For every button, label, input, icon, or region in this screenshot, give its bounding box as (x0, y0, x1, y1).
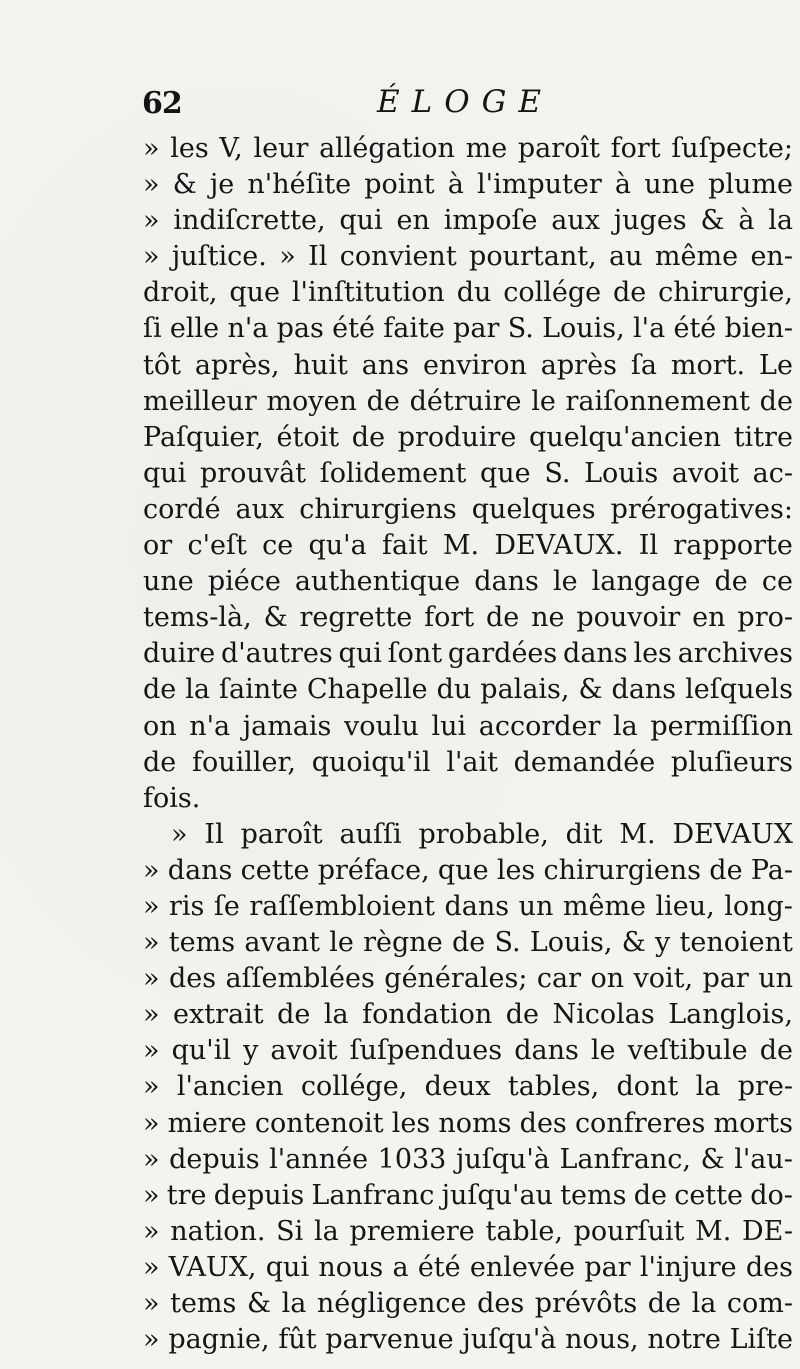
text-line: qui prouvât ſolidement que S. Louis avoit ac- (143, 457, 793, 489)
text-line: » l'ancien collége, deux tables, dont la pre- (143, 1071, 793, 1103)
text-line: de fouiller, quoiqu'il l'ait demandée pluſieurs (143, 746, 793, 778)
text-line: » pagnie, fût parvenue juſqu'à nous, notre Liſte (143, 1324, 793, 1356)
text-line: » nation. Si la premiere table, pourſuit M. DE- (143, 1215, 793, 1247)
page-number: 62 (142, 86, 182, 121)
text-line: » des aſſemblées générales; car on voit, par un (143, 963, 793, 995)
text-line: tôt après, huit ans environ après ſa mort. Le (143, 349, 793, 381)
body-text (143, 131, 793, 1358)
text-line: or c'eſt ce qu'a fait M. DEVAUX. Il rapporte (143, 530, 793, 562)
text-line: » dans cette préface, que les chirurgiens de Pa- (143, 854, 793, 886)
text-line: » qu'il y avoit ſuſpendues dans le veſtibule de (143, 1035, 793, 1067)
text-line: » Il paroît auſſi probable, dit M. DEVAUX (171, 818, 793, 850)
text-line: » tems & la négligence des prévôts de la com- (143, 1288, 793, 1319)
text-line: » tre depuis Lanfranc juſqu'au tems de cette do- (143, 1179, 793, 1211)
text-line: tems-là, & regrette fort de ne pouvoir en pro- (143, 602, 793, 634)
running-head: ÉLOGE (377, 84, 554, 120)
text-line: » indiſcrette, qui en impoſe aux juges & à la (143, 205, 793, 237)
text-line: » & je n'héſite point à l'imputer à une plume (143, 169, 793, 201)
text-line: » depuis l'année 1033 juſqu'à Lanfranc, & l'au- (143, 1143, 793, 1175)
text-line: » extrait de la fondation de Nicolas Langlois, (143, 999, 793, 1031)
text-line: » tems avant le règne de S. Louis, & y tenoient (143, 927, 793, 959)
text-line: Paſquier, étoit de produire quelqu'ancien titre (143, 421, 793, 453)
text-line: » ris ſe raſſembloient dans un même lieu, long- (143, 890, 793, 922)
text-line: duire d'autres qui ſont gardées dans les archives (143, 638, 793, 670)
text-line: on n'a jamais voulu lui accorder la permiſſion (143, 710, 793, 742)
text-line: » juſtice. » Il convient pourtant, au même en- (143, 241, 793, 273)
text-line: » VAUX, qui nous a été enlevée par l'injure des (143, 1251, 793, 1283)
text-line: une piéce authentique dans le langage de ce (143, 566, 793, 598)
text-line: droit, que l'inſtitution du collége de chirurgie, (143, 277, 793, 309)
text-line: de la ſainte Chapelle du palais, & dans leſquels (143, 674, 793, 706)
text-line: » les V, leur allégation me paroît fort ſuſpecte; (143, 133, 793, 164)
text-line: meilleur moyen de détruire le raiſonnement de (143, 385, 793, 417)
text-line: ſi elle n'a pas été faite par S. Louis, l'a été bien- (143, 313, 793, 345)
text-line: cordé aux chirurgiens quelques prérogatives: (143, 493, 793, 525)
text-line: fois. (143, 782, 201, 814)
page-header (142, 78, 800, 128)
text-line: » miere contenoit les noms des confreres morts (143, 1107, 793, 1139)
